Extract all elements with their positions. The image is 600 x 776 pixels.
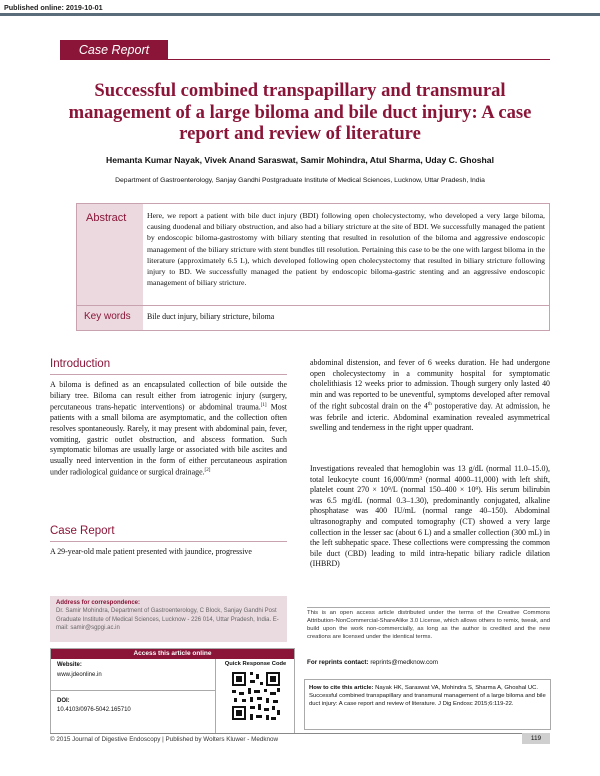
footer-text: © 2015 Journal of Digestive Endoscopy | Published by Wolters Kluwer - Medknow (50, 736, 279, 743)
introduction-paragraph: A biloma is defined as an encapsulated collection of bile outside the biliary tree. Biloma can result either from iatrogenic injury (surgery, percutaneous trans-hepatic interventions) or abdominal trauma.[1] Most patients with a small biloma are asymptomatic, and the collection often resolves spontaneously. Rarely, it may present with abdominal pain, fever, vomiting, gastric outlet obstruction, and abscess formation. Such symptomatic bilomas are usually large or associated with bile ascites and usually need intervention in the form of either percutaneous aspiration under radiological guidance or surgical drainage.[2] (50, 380, 287, 477)
section-tab: Case Report (60, 40, 168, 60)
access-article-box (50, 648, 295, 734)
introduction-rule (50, 374, 287, 375)
article-title: Successful combined transpapillary and transmural management of a large biloma and bile duct injury: A case report and review of literature (68, 80, 532, 144)
affiliation: Department of Gastroenterology, Sanjay Gandhi Postgraduate Institute of Medical Sciences, Lucknow, Uttar Pradesh, India (115, 177, 485, 184)
reprints-email[interactable]: reprints@medknow.com (370, 659, 438, 666)
doi-row (51, 691, 216, 733)
tab-rule (168, 59, 550, 60)
page-number: 119 (522, 733, 550, 744)
access-heading: Access this article online (51, 649, 294, 659)
right-column-paragraph-2: Investigations revealed that hemoglobin was 13 g/dL (normal 11.0–15.0), total leukocyte count 16,000/mm³ (normal 4000–11,000) with left shift, platelet count 270 × 10⁹/L (normal 150–400 × 10⁹). His serum bilirubin was 6.5 mg/dL (normal 0.3–1.30), predominantly conjugated, alkaline phosphatase was 400 IU/mL (normal range 40–150). Abdominal ultrasonography and computed tomography (CT) showed a very large collection in the lesser sac (about 6 L) and a smaller collection (300 mL) in the left subhepatic space. These collections were compressing the common bile duct (CBD) leading to mild intra-hepatic biliary radicle dilation (IHBRD) (310, 464, 550, 569)
qr-cell (217, 659, 294, 733)
reprints (307, 659, 438, 666)
case-report-rule (50, 541, 287, 542)
citation-label: How to cite this article: (309, 685, 374, 691)
website-label: Website: (57, 662, 82, 668)
doi-value[interactable]: 10.4103/0976-5042.165710 (57, 707, 131, 713)
header-bar (0, 13, 600, 16)
keywords-divider (77, 305, 549, 306)
website-link[interactable]: www.jdeonline.in (57, 672, 102, 678)
keywords-label: Key words (84, 311, 131, 322)
abstract-label: Abstract (86, 212, 127, 224)
footer-rule (50, 733, 550, 734)
published-date: Published online: 2019-10-01 (4, 3, 103, 12)
citation-text: Nayak HK, Saraswat VA, Mohindra S, Sharma A, Ghoshal UC. Successful combined transpapillary and transmural management of a large biloma and bile duct injury: A case report and review of literature. J Dig Endosc 2015;6:119-22. (309, 685, 546, 708)
reprints-label: For reprints contact: (307, 659, 369, 666)
introduction-heading: Introduction (50, 358, 111, 370)
citation-box (304, 679, 551, 730)
correspondence-heading: Address for correspondence: (56, 600, 141, 606)
authors: Hemanta Kumar Nayak, Vivek Anand Saraswat, Samir Mohindra, Atul Sharma, Uday C. Ghoshal (106, 155, 494, 165)
access-info (51, 659, 216, 733)
website-row (51, 659, 216, 691)
correspondence-text: Dr. Samir Mohindra, Department of Gastroenterology, C Block, Sanjay Gandhi Post Graduate Institute of Medical Sciences, Lucknow - 226 014, Uttar Pradesh, India. E-mail: samir@sgpgi.ac.in (56, 608, 279, 631)
license-text: This is an open access article distributed under the terms of the Creative Commons Attribution-NonCommercial-ShareAlike 3.0 License, which allows others to remix, tweak, and build upon the work non-commercially, as long as the author is credited and the new creations are licensed under the identical terms. (307, 610, 550, 641)
doi-label: DOI: (57, 698, 70, 704)
case-report-heading: Case Report (50, 525, 115, 537)
qr-label: Quick Response Code (224, 661, 287, 667)
keywords-text: Bile duct injury, biliary stricture, biloma (147, 312, 275, 321)
license-rule (307, 607, 550, 608)
correspondence-box (50, 596, 287, 642)
qr-code-icon[interactable] (230, 670, 282, 722)
abstract-text: Here, we report a patient with bile duct injury (BDI) following open cholecystectomy, who developed a very large biloma, causing duodenal and biliary obstruction, and also had a biliary stricture at the site of BDI. We successfully managed the patient by endoscopic biloma-gastrostomy with biliary stenting that resulted in resolution of the biloma and aggressive endoscopic management of the biliary stricture with stent bundles till resolution. Pertaining this case to be the one with largest biloma in the literature (approximately 6.5 L), which developed following open cholecystectomy that resulted in biliary stricture following injury to BD. We successfully managed the patient by endoscopic biloma-gastric stenting and an aggressive endoscopic management of biliary stricture. (147, 211, 545, 288)
right-column-paragraph-1: abdominal distension, and fever of 6 weeks duration. He had undergone open cholecystectomy in a community hospital for symptomatic cholelithiasis 12 weeks prior to admission. Though surgery only lasted 40 min and was reported to be uneventful, symptoms developed after removal of the right subcostal drain on the 4th postoperative day. At admission, he was febrile and icteric. Abdominal examination revealed asymmetrical swelling and tenderness in the right upper quadrant. (310, 358, 550, 433)
abstract-box (76, 203, 550, 331)
case-report-paragraph: A 29-year-old male patient presented with jaundice, progressive (50, 547, 252, 556)
